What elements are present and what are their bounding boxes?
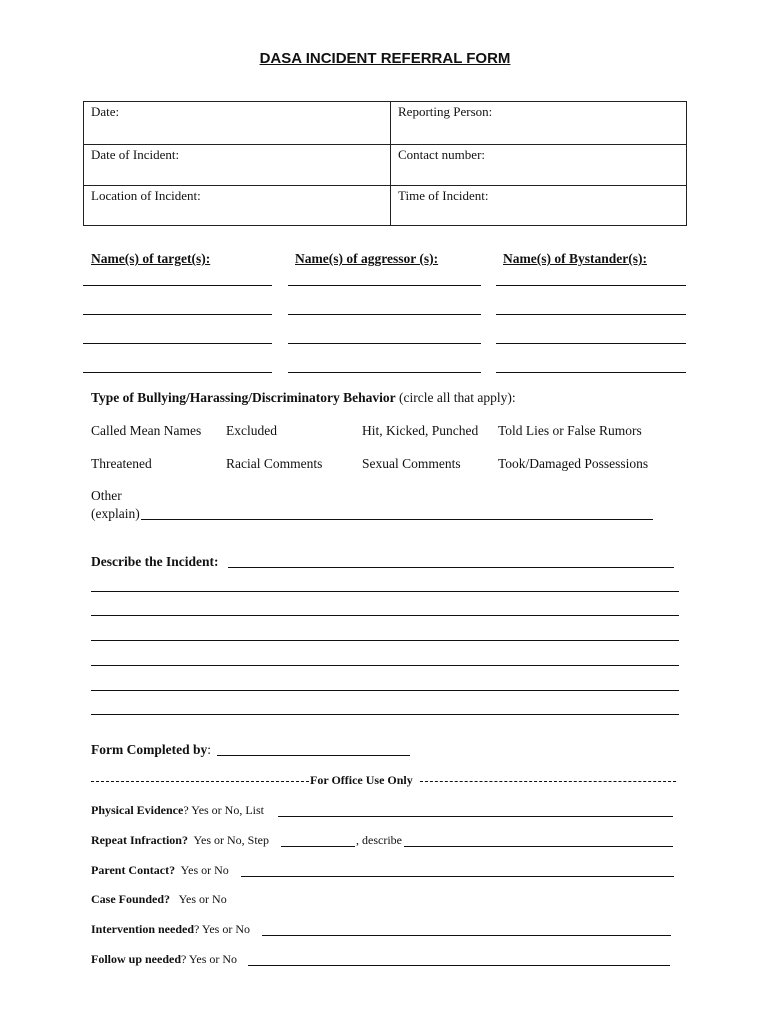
- target-name-line[interactable]: [83, 372, 272, 373]
- describe-line[interactable]: [228, 567, 674, 568]
- aggressor-name-line[interactable]: [288, 372, 481, 373]
- follow-up-line[interactable]: [248, 965, 670, 966]
- describe-label: Describe the Incident:: [91, 554, 219, 569]
- other-explain-label: (explain): [91, 506, 140, 521]
- location-of-incident-field[interactable]: Location of Incident:: [84, 186, 391, 226]
- repeat-step-line[interactable]: [281, 846, 355, 847]
- intervention-line[interactable]: [262, 935, 671, 936]
- option-excluded[interactable]: Excluded: [226, 423, 277, 438]
- case-founded-row: Case Founded? Yes or No: [91, 892, 227, 906]
- aggressor-name-line[interactable]: [288, 343, 481, 344]
- follow-up-row: Follow up needed? Yes or No: [91, 952, 238, 966]
- contact-number-field[interactable]: Contact number:: [391, 145, 687, 186]
- option-called-mean-names[interactable]: Called Mean Names: [91, 423, 202, 438]
- aggressor-name-line[interactable]: [288, 314, 481, 315]
- describe-line[interactable]: [91, 665, 679, 666]
- parent-contact-line[interactable]: [241, 876, 674, 877]
- parent-contact-row: Parent Contact? Yes or No: [91, 863, 229, 877]
- completed-by-label: Form Completed by:: [91, 742, 211, 757]
- bystander-name-line[interactable]: [496, 343, 686, 344]
- target-name-line[interactable]: [83, 314, 272, 315]
- target-name-line[interactable]: [83, 343, 272, 344]
- aggressors-header: Name(s) of aggressor (s):: [295, 251, 439, 266]
- option-sexual-comments[interactable]: Sexual Comments: [362, 456, 461, 471]
- office-use-heading: For Office Use Only: [310, 773, 413, 787]
- aggressor-name-line[interactable]: [288, 285, 481, 286]
- bystander-name-line[interactable]: [496, 285, 686, 286]
- date-field[interactable]: Date:: [84, 102, 391, 145]
- describe-line[interactable]: [91, 714, 679, 715]
- option-hit-kicked-punched[interactable]: Hit, Kicked, Punched: [362, 423, 479, 438]
- completed-by-line[interactable]: [217, 755, 410, 756]
- option-other[interactable]: Other: [91, 488, 122, 503]
- option-racial-comments[interactable]: Racial Comments: [226, 456, 323, 471]
- describe-line[interactable]: [91, 690, 679, 691]
- describe-line[interactable]: [91, 591, 679, 592]
- physical-evidence-row: Physical Evidence? Yes or No, List: [91, 803, 265, 817]
- option-threatened[interactable]: Threatened: [91, 456, 152, 471]
- office-divider-right: [420, 781, 676, 782]
- targets-header: Name(s) of target(s):: [91, 251, 211, 266]
- bystander-name-line[interactable]: [496, 314, 686, 315]
- repeat-infraction-row: Repeat Infraction? Yes or No, Step: [91, 833, 269, 847]
- intervention-row: Intervention needed? Yes or No: [91, 922, 251, 936]
- option-told-lies[interactable]: Told Lies or False Rumors: [498, 423, 642, 438]
- repeat-describe-label: , describe: [356, 833, 402, 847]
- target-name-line[interactable]: [83, 285, 272, 286]
- bystander-name-line[interactable]: [496, 372, 686, 373]
- office-divider-left: [91, 781, 309, 782]
- describe-line[interactable]: [91, 640, 679, 641]
- option-took-damaged[interactable]: Took/Damaged Possessions: [498, 456, 649, 471]
- behavior-type-label: Type of Bullying/Harassing/Discriminatory Behavior (circle all that apply):: [91, 390, 516, 405]
- reporting-person-field[interactable]: Reporting Person:: [391, 102, 687, 145]
- date-of-incident-field[interactable]: Date of Incident:: [84, 145, 391, 186]
- form-title: DASA INCIDENT REFERRAL FORM: [259, 50, 511, 67]
- time-of-incident-field[interactable]: Time of Incident:: [391, 186, 687, 226]
- incident-info-table: [83, 101, 687, 226]
- bystanders-header: Name(s) of Bystander(s):: [503, 251, 647, 266]
- physical-evidence-line[interactable]: [278, 816, 673, 817]
- repeat-describe-line[interactable]: [404, 846, 673, 847]
- describe-line[interactable]: [91, 615, 679, 616]
- other-explain-line[interactable]: [141, 519, 653, 520]
